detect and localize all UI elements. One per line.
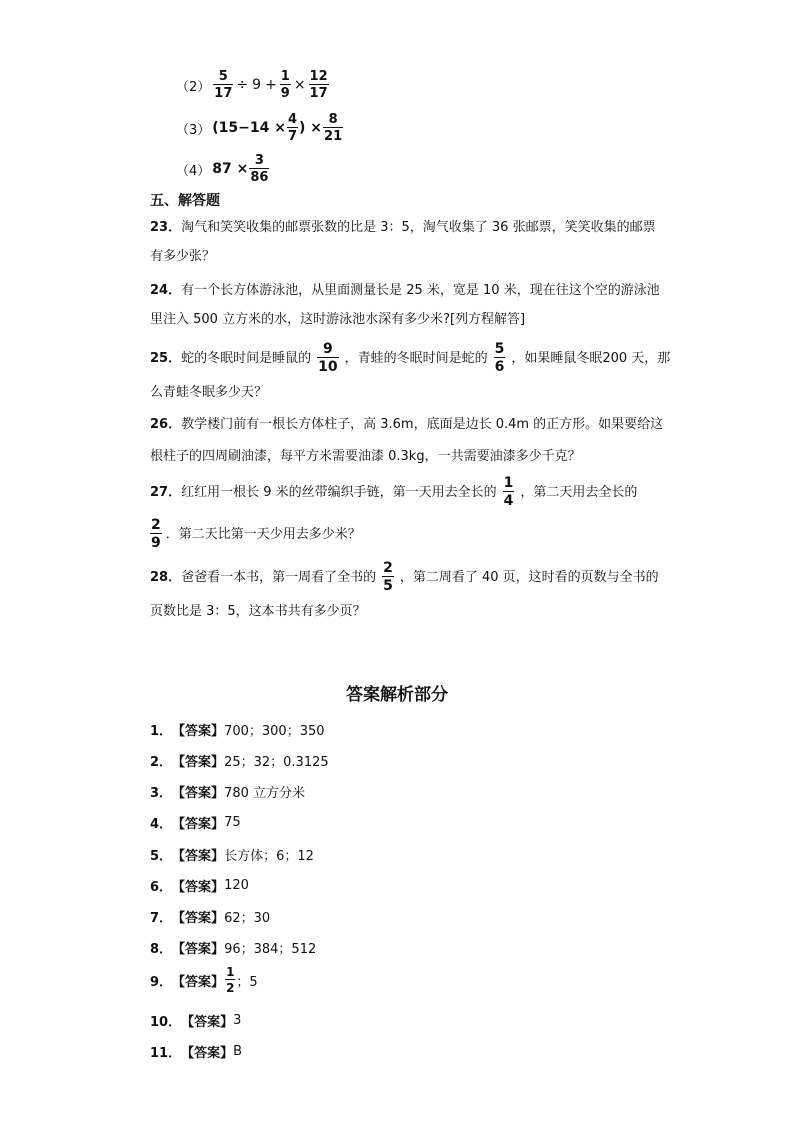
answer-tag: 【答案】 — [172, 880, 225, 895]
answer-tag: 【答案】 — [172, 817, 225, 832]
fraction: $\frac{8}{21}$ — [324, 112, 343, 144]
question-text: ，第二天用去全长的 — [520, 484, 638, 500]
fraction: $\frac{4}{7}$ — [287, 112, 298, 144]
question-text: ，第二周看了 40 页，这时看的页数与全书的 — [399, 569, 659, 585]
answer-tag: 【答案】 — [181, 1015, 234, 1030]
question-text: 教学楼门前有一根长方体柱子，高 3.6m，底面是边长 0.4m 的正方形。如果要给这 — [181, 417, 664, 432]
answer-text: 780 立方分米 — [224, 786, 306, 801]
answer-tag: 【答案】 — [172, 942, 225, 957]
question-text: ．第二天比第一天少用去多少米？ — [165, 526, 361, 542]
answer-tag: 【答案】 — [172, 786, 225, 801]
question-number: 25． — [150, 350, 182, 366]
question-text: 淘气和笑笑收集的邮票张数的比是 3：5，淘气收集了 36 张邮票，笑笑收集的邮票 — [181, 220, 656, 235]
expression-part: ) × — [299, 120, 323, 136]
fraction: $\frac{1}{2}$ — [226, 965, 235, 995]
expression-part: (15−14 × — [212, 120, 286, 136]
fraction: $\frac{5}{17}$ — [214, 69, 233, 101]
question-number: 27． — [150, 484, 182, 500]
answer-10 — [150, 1011, 241, 1030]
question-text: ，如果睡鼠冬眠200 天，那 — [511, 350, 671, 366]
question-text: 爸爸看一本书，第一周看了全书的 — [181, 569, 377, 585]
fraction: $\frac{5}{6}$ — [494, 341, 505, 375]
answer-number: 3． — [150, 786, 173, 801]
answer-text: 62；30 — [224, 911, 271, 926]
plus-sign: + — [265, 77, 277, 93]
answer-tag: 【答案】 — [172, 849, 225, 864]
question-23-line2: 有多少张？ — [150, 249, 216, 264]
answer-tag: 【答案】 — [172, 755, 225, 770]
answer-number: 8． — [150, 942, 173, 957]
question-24-line1 — [150, 284, 660, 297]
answer-number: 11． — [150, 1046, 182, 1061]
fraction: $\frac{2}{9}$ — [151, 517, 161, 551]
answer-tag: 【答案】 — [172, 974, 225, 990]
fraction: $\frac{3}{86}$ — [250, 153, 269, 185]
question-number: 23． — [150, 220, 182, 235]
answer-number: 6． — [150, 880, 173, 895]
answer-text: 长方体；6；12 — [224, 849, 314, 864]
answer-number: 10． — [150, 1015, 182, 1030]
divide-sign: ÷ — [236, 77, 249, 93]
answer-tag: 【答案】 — [181, 1046, 234, 1061]
number: 9 — [252, 77, 262, 93]
answer-text: B — [233, 1044, 243, 1059]
answer-text: 3 — [233, 1013, 242, 1028]
answer-number: 2． — [150, 755, 173, 770]
question-text: 有一个长方体游泳池，从里面测量长是 25 米，宽是 10 米，现在往这个空的游泳池 — [181, 283, 660, 298]
question-25-line2: 么青蛙冬眠多少天？ — [150, 385, 268, 400]
calc-item-2 — [176, 70, 330, 100]
question-24-line2: 里注入 500 立方米的水，这时游泳池水深有多少米?[列方程解答] — [150, 312, 526, 327]
question-number: 26． — [150, 417, 182, 432]
fraction: $\frac{2}{5}$ — [383, 560, 393, 594]
answer-7 — [150, 907, 270, 926]
answer-6 — [150, 876, 249, 895]
question-number: 28． — [150, 569, 182, 585]
times-sign: × — [293, 77, 306, 93]
question-text: ，青蛙的冬眠时间是蛇的 — [344, 350, 488, 366]
answer-11 — [150, 1042, 242, 1061]
answer-2 — [150, 751, 329, 770]
question-26-line1 — [150, 418, 663, 431]
question-27-line1 — [150, 476, 637, 508]
fraction: $\frac{1}{9}$ — [280, 69, 290, 101]
answer-text: 25；32；0.3125 — [224, 755, 329, 770]
fraction: $\frac{1}{4}$ — [503, 475, 514, 509]
answer-text: 120 — [224, 878, 249, 893]
calc-item-3 — [176, 113, 344, 143]
question-28-line2: 页数比是 3：5，这本书共有多少页？ — [150, 604, 366, 619]
question-25-line1 — [150, 342, 670, 374]
question-23-line1 — [150, 221, 656, 234]
answer-text: 700；300；350 — [224, 724, 325, 739]
question-text: 蛇的冬眠时间是睡鼠的 — [181, 350, 312, 366]
answer-number: 4． — [150, 817, 173, 832]
answer-tag: 【答案】 — [172, 911, 225, 926]
calc-label: （4） — [176, 163, 211, 179]
answer-4 — [150, 813, 241, 832]
fraction: $\frac{9}{10}$ — [318, 341, 338, 375]
calc-label: （3） — [176, 122, 211, 138]
answer-tag: 【答案】 — [172, 724, 225, 739]
answer-8 — [150, 938, 316, 957]
answer-number: 5． — [150, 849, 173, 864]
answer-text: ；5 — [236, 974, 258, 990]
answer-number: 7． — [150, 911, 173, 926]
answer-text: 96；384；512 — [224, 942, 317, 957]
answer-text: 75 — [224, 815, 241, 830]
question-28-line1 — [150, 561, 659, 593]
fraction: $\frac{12}{17}$ — [309, 69, 328, 101]
answer-1 — [150, 720, 325, 739]
calc-item-4 — [176, 154, 270, 184]
answer-number: 9． — [150, 974, 173, 990]
section-title: 五、解答题 — [150, 193, 220, 209]
answer-number: 1． — [150, 724, 173, 739]
question-text: 红红用一根长 9 米的丝带编织手链，第一天用去全长的 — [181, 484, 497, 500]
question-27-line2 — [150, 518, 361, 550]
answer-9 — [150, 966, 258, 994]
expression-part: 87 × — [212, 161, 249, 177]
answer-3 — [150, 782, 305, 801]
question-number: 24． — [150, 283, 182, 298]
question-26-line2: 根柱子的四周刷油漆，每平方米需要油漆 0.3kg，一共需要油漆多少千克？ — [150, 449, 581, 464]
calc-label: （2） — [176, 79, 211, 95]
answer-section-title: 答案解析部分 — [346, 685, 448, 705]
answer-5 — [150, 845, 314, 864]
